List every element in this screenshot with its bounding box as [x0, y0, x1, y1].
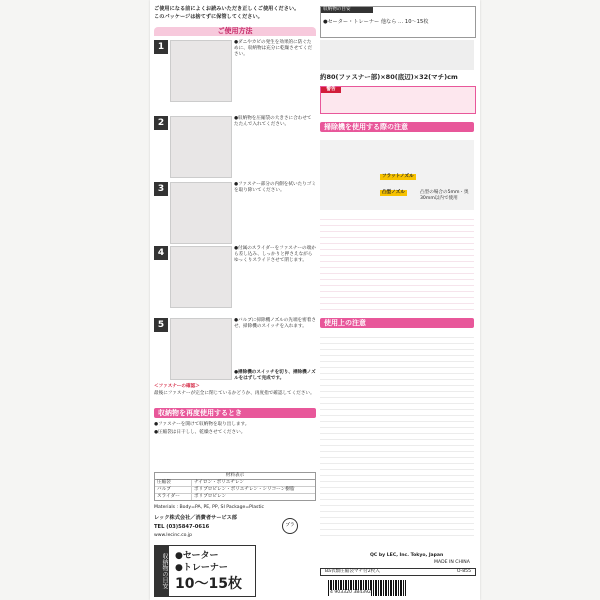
jan-code: 4 903320 384392	[330, 590, 371, 595]
step-illustration	[170, 318, 232, 380]
vacuum-label-convex: 凸型ノズル	[382, 190, 405, 195]
materials-row: 圧縮袋 ナイロン・ポリエチレン	[155, 480, 315, 487]
step-text: ●バルブに掃除機ノズルの先端を密着させ、掃除機のスイッチを入れます。	[234, 318, 316, 329]
reuse-item-1: ●ファスナーを開けて収納物を取り出します。	[154, 422, 250, 427]
company-tel: TEL (03)5847-0616	[154, 524, 210, 530]
step-illustration	[170, 116, 232, 178]
product-name: Ba衣類圧縮袋マチ付2枚入	[325, 569, 380, 574]
step-text: ●ファスナー部分の内側を拭いたりゴミを取り除いてください。	[234, 182, 316, 193]
materials-english: Materials : Body=PA, PE, PP, SI Package=Plastic	[154, 505, 265, 510]
materials-header: 材料表示	[155, 473, 315, 480]
storage-item-1: ●セーター	[175, 551, 219, 561]
step-1	[154, 40, 316, 110]
caution-title: 使用上の注意	[320, 318, 474, 328]
warning-title: 警告	[321, 87, 341, 93]
step-4	[154, 246, 316, 306]
materials-row: スライダー ポリプロピレン	[157, 494, 227, 499]
top-notice-1: ご使用になる前によくお読みいただき正しくご使用ください。	[154, 6, 300, 12]
storage-side-label: 収納物の目安	[155, 546, 169, 596]
fastener-check-text: 最後にファスナーが完全に閉じているかどうか、再度指で確認してください。	[154, 391, 315, 396]
step-5-end: ●掃除機のスイッチを切り、掃除機ノズルをはずして完成です。	[234, 370, 316, 381]
made-in: MADE IN CHINA	[434, 560, 470, 565]
step-number: 1	[154, 40, 168, 54]
step-text: ●ダニやカビの発生を効果的に防ぐために、収納物は充分に乾燥させてください。	[234, 40, 313, 57]
vacuum-notes	[320, 214, 474, 310]
reuse-item-2: ●圧縮袋は日干しし、乾燥させてください。	[154, 430, 246, 435]
reuse-title: 収納物を再度使用するとき	[154, 408, 316, 418]
storage-item-2: ●トレーナー	[175, 563, 228, 573]
step-number: 2	[154, 116, 168, 130]
step-illustration	[170, 246, 232, 308]
materials-table	[154, 472, 316, 501]
recycle-mark-icon: プラ	[282, 518, 298, 534]
step-2	[154, 116, 316, 176]
size-text: 約80(ファスナー部)×80(底辺)×32(マチ)cm	[320, 73, 458, 81]
package-back	[150, 0, 480, 600]
vacuum-note: 凸型の場合の5mm・奥30mm以内で使用	[420, 190, 469, 201]
right-column	[320, 0, 476, 600]
storage-guide	[320, 6, 476, 38]
vacuum-title: 掃除機を使用する際の注意	[320, 122, 474, 132]
vacuum-label-flat: フラットノズル	[382, 174, 414, 179]
storage-box	[154, 545, 256, 597]
step-text: ●収納物を圧縮袋の大きさに合わせてたたんで入れてください。	[234, 116, 312, 127]
caution-notes	[320, 332, 474, 540]
storage-count: 10〜15枚	[175, 576, 242, 592]
step-number: 4	[154, 246, 168, 260]
warning-box	[320, 86, 476, 114]
company-web: www.lecinc.co.jp	[154, 533, 193, 538]
step-5	[154, 318, 316, 378]
step-text: ●付属のスライダーをファスナーの端から差し込み、しっかりと押さえながらゆっくりスライドさせて閉じます。	[234, 246, 316, 263]
company-name: レック株式会社／消費者サービス部	[154, 515, 237, 521]
materials-row: バルブ ポリプロピレン・ポリエチレン・シリコーン樹脂	[155, 487, 315, 494]
step-number: 5	[154, 318, 168, 332]
size-diagram	[320, 40, 474, 70]
vacuum-illustration	[320, 140, 474, 210]
product-name-row	[320, 568, 476, 576]
step-illustration	[170, 182, 232, 244]
top-notice-2: このパッケージは捨てずに保管してください。	[154, 14, 263, 20]
step-3	[154, 182, 316, 242]
left-column	[154, 0, 316, 600]
usage-title: ご使用方法	[154, 27, 316, 36]
product-code: O-855	[456, 569, 471, 574]
fastener-check-label: ＜ファスナーの確認＞	[154, 384, 200, 389]
storage-guide-head: 収納物の目安	[321, 7, 373, 13]
qc-text: QC by LEC, Inc. Tokyo, Japan	[370, 553, 444, 558]
step-illustration	[170, 40, 232, 102]
storage-guide-row: ●セーター・トレーナー 他なら … 10〜15枚	[323, 19, 429, 25]
step-number: 3	[154, 182, 168, 196]
